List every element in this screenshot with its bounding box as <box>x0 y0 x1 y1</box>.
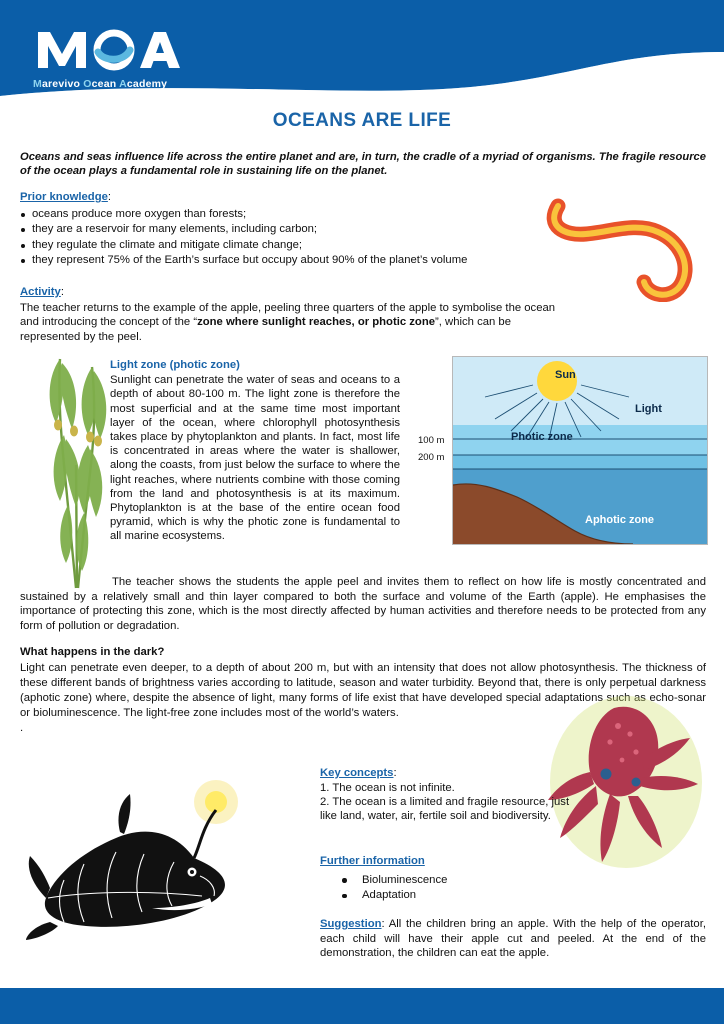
further-information-section <box>320 854 570 904</box>
diagram-label-light: Light <box>635 403 662 415</box>
prior-knowledge-heading <box>20 190 540 206</box>
list-item: they regulate the climate and mitigate climate change; <box>20 238 540 254</box>
activity-bold-phrase: zone where sunlight reaches, or photic zone <box>197 316 436 328</box>
suggestion-section <box>320 917 706 961</box>
prior-knowledge-heading-label: Prior knowledge <box>20 191 108 203</box>
depth-label-100m: 100 m <box>418 435 445 446</box>
ocean-zones-svg <box>453 357 707 544</box>
kelp-seaweed-illustration <box>34 345 118 590</box>
activity-heading-suffix: : <box>60 286 64 298</box>
logo-wordmark: Marevivo Ocean Academy <box>33 78 168 90</box>
activity-text-before: The teacher returns to the example of the apple, peeling three quarters of the apple to symbolise the ocean and introducing the concept of the “ <box>20 301 556 328</box>
key-concepts-section <box>320 766 570 823</box>
list-item: Adaptation <box>320 888 570 904</box>
key-concepts-heading-label: Key concepts <box>320 767 394 779</box>
footer-background <box>0 988 724 1024</box>
list-item: Bioluminescence <box>320 873 570 889</box>
key-concepts-heading-suffix: : <box>393 767 397 779</box>
suggestion-label: Suggestion <box>320 918 382 930</box>
marine-worm-illustration <box>540 192 708 302</box>
light-zone-title: Light zone (photic zone) <box>110 359 240 371</box>
list-item: 1. The ocean is not infinite. <box>320 782 455 794</box>
suggestion-text: All the children bring an apple. With the help of the operator, each child will have their apple cut and peeled. At the end of the demonstration, the children can eat the apple. <box>320 918 706 959</box>
list-item: 2. The ocean is a limited and fragile resource, just like land, water, air, fertile soil and biodiversity. <box>320 796 570 822</box>
activity-heading <box>20 285 560 300</box>
key-concepts-heading <box>320 766 570 780</box>
activity-body <box>20 301 560 345</box>
light-zone-section <box>110 358 400 544</box>
page-footer <box>0 988 724 1024</box>
page-title: OCEANS ARE LIFE <box>272 110 452 131</box>
dark-section-trailing-mark: . <box>20 722 24 734</box>
diagram-label-sun: Sun <box>555 369 576 381</box>
further-information-heading: Further information <box>320 855 425 867</box>
list-item: they are a reservoir for many elements, including carbon; <box>20 222 540 238</box>
light-zone-body: Sunlight can penetrate the water of seas and oceans to a depth of about 80-100 m. The light zone is therefore the most superficial and at the same time most important layer of the ocean, where chlorophyll photosynthesis takes place by phytoplankton and plants. In fact, most life is concentrated in areas where the water is shallower, along the coasts, from just below the surface to where the light reaches, where nutrients combine with those coming from the land and photosynthesis is at its maximum. Phytoplankton is at the base of the entire ocean food pyramid, which is why the photic zone is fundamental to all marine ecosystems. <box>110 374 400 543</box>
teacher-paragraph: The teacher shows the students the apple peel and invites them to reflect on how life is mostly concentrated and sustained by a relatively small and thin layer compared to both the surface and volume of the Earth (apple). He emphasises the importance of protecting this zone, which is the most directly affected by human activities and therefore needs to be protected from any form of pollution or degradation. <box>20 576 706 632</box>
dark-section-body: Light can penetrate even deeper, to a depth of about 200 m, but with an intensity that does not allow photosynthesis. The thickness of these different bands of brightness varies according to latitude, season and water turbidity. Beyond that, there is only perpetual darkness (aphotic zone) where, despite the absence of light, many forms of life exist that have developed special adaptations such as echo-sonar or bioluminescence. The light-free zone includes most of the world’s waters. <box>20 662 706 719</box>
suggestion-label-suffix: : <box>381 918 385 930</box>
prior-knowledge-heading-suffix: : <box>107 191 112 203</box>
list-item: they represent 75% of the Earth’s surface but occupy about 90% of the planet’s volume <box>20 253 540 269</box>
prior-knowledge-section <box>20 190 540 269</box>
intro-paragraph: Oceans and seas influence life across the entire planet and are, in turn, the cradle of a myriad of organisms. The fragile resource of the ocean plays a fundamental role in sustaining life on the planet. <box>20 151 706 177</box>
list-item: oceans produce more oxygen than forests; <box>20 207 540 223</box>
activity-heading-label: Activity <box>20 286 61 298</box>
anglerfish-illustration <box>24 780 294 940</box>
diagram-label-photic-zone: Photic zone <box>511 431 573 443</box>
diagram-label-aphotic-zone: Aphotic zone <box>585 514 655 526</box>
page-header <box>0 0 724 100</box>
activity-text-after: ”, which can be represented by the peel. <box>20 316 511 343</box>
activity-section <box>20 285 560 344</box>
dark-section-heading: What happens in the dark? <box>20 646 165 658</box>
ocean-zones-diagram <box>452 356 708 545</box>
depth-label-200m: 200 m <box>418 452 445 463</box>
